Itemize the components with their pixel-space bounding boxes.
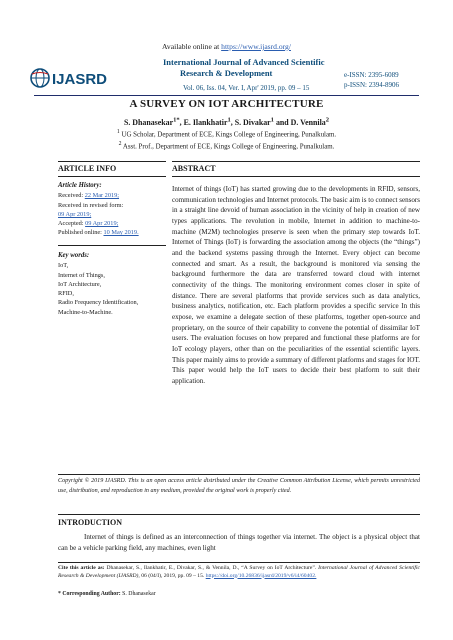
revised-label: Received in revised form: <box>58 201 124 209</box>
keyword-item: IoT Architecture, <box>58 280 102 288</box>
issn-block <box>344 70 399 90</box>
copyright-notice: Copyright © 2019 IJASRD. This is an open access article distributed under the Creative Common Attribution License, which permits unrestricted use, distribution, and reproduction in any medium, provided the original work is properly cited. <box>58 478 420 494</box>
author-list <box>0 116 453 127</box>
abstract-body: Internet of things (IoT) has started growing due to the developments in RFID, sensors, communication technologies and Internet protocols. The basic aim is to connect sensors in a straight line devoid of human association in the vicinity of help in creation of new types applications. The revolution in mobile, Internet in addition to machine-to-machine (M2M) technologies preserve is seen when the primary step towards IoT. Internet of Things (IoT) is forwarding the association among the objects (the “things”) and the backend systems passing through the Internet. Every object can become connected and smart. As a result, the background is monitored via sensing the background furthermore the data are transferred toward cloud with internet connectivity of the things. The monitoring environment comes closer in spite of distance. There are several platforms that provide services such as data analytics, business analytics, notification, etc. Each platform provides a specific service In this expose, we examine a delegate section of these platforms, together open-source and proprietary, on the source of their capability to convene the potential of dissimilar IoT users. The evaluation focuses on how prepared and functional these platforms are for IoT ecology players, other than on the peculiarities of the essential scientific layers. This paper mainly aims to provide a summary of different platforms and stages for IOT. This paper would help the IoT users to decide their best platform to suit their application. <box>172 185 420 385</box>
author-1: S. Dhanasekar$^{1*}$, <box>123 116 184 127</box>
keyword-item: Internet of Things, <box>58 271 105 279</box>
keyword-item: Radio Frequency Identification, <box>58 299 139 307</box>
received-date[interactable]: 22 Mar 2019; <box>84 192 120 200</box>
accepted-date[interactable]: 09 Apr 2019; <box>85 220 119 228</box>
journal-name-line1: International Journal of Advanced Scientific <box>163 57 325 67</box>
received-line: Received: 22 Mar 2019; <box>58 192 120 200</box>
revised-date[interactable]: 09 Apr 2019; <box>58 210 92 218</box>
abstract-bottom-rule <box>172 176 420 177</box>
article-info-top-rule <box>58 161 166 162</box>
pissn: p-ISSN: 2394-8906 <box>344 81 400 89</box>
keyword-item: IoT, <box>58 262 69 270</box>
abstract-top-rule <box>172 161 420 162</box>
history-divider <box>58 245 166 246</box>
affiliation-2: $^2$ Asst. Prof., Department of ECE, Kings College of Engineering, Punalkulam. <box>118 141 335 151</box>
abstract-heading: ABSTRACT <box>172 164 216 173</box>
article-history <box>58 181 166 238</box>
journal-website-link[interactable]: https://www.ijasrd.org/ <box>221 42 291 51</box>
keywords-block <box>58 251 166 317</box>
author-4: D. Vennila$^2$ <box>290 116 330 127</box>
availability-line <box>0 42 453 51</box>
introduction-body: Internet of things is defined as an interconnection of things together via internet. The object is a physical object that can be a vehicle parking field, any machines, even light <box>58 533 420 552</box>
keyword-item: Machine-to-Machine. <box>58 308 113 316</box>
footer-rule <box>58 562 420 563</box>
keyword-item: RFID, <box>58 290 74 298</box>
globe-icon <box>31 69 49 87</box>
header-rule <box>34 95 419 96</box>
article-info-heading: ARTICLE INFO <box>58 164 117 173</box>
author-2: E. Ilankhatir$^1$, <box>183 116 235 127</box>
accepted-line: Accepted: 09 Apr 2019; <box>58 220 119 228</box>
author-3: S. Divakar$^1$ and <box>234 116 291 127</box>
citation-block: Cite this article as: Dhanasekar, S., Ilankhatir, E., Divakar, S., & Vennila, D., “A Survey on IoT Architecture”. International Journal of Advanced Scientific Research & Development (IJASRD), 06 (04/I), 2019, pp. 09 – 15. https://doi.org/10.26836/ijasrd/2019/v6/i4/60402. <box>58 565 420 579</box>
paper-title: A SURVEY ON IOT ARCHITECTURE <box>129 98 324 110</box>
volume-line: Vol. 06, Iss. 04, Ver. I, Apr' 2019, pp. 09 – 15 <box>183 84 310 92</box>
article-info-bottom-rule <box>58 176 166 177</box>
introduction-top-rule <box>58 514 420 515</box>
eissn: e-ISSN: 2395-6089 <box>344 71 399 79</box>
journal-name <box>163 57 325 79</box>
doi-link[interactable]: https://doi.org/10.26836/ijasrd/2019/v6/i4/60402. <box>205 572 317 579</box>
article-history-heading: Article History: <box>58 182 102 189</box>
availability-prefix: Available online at <box>162 42 222 51</box>
journal-name-line2: Research & Development <box>180 68 273 78</box>
keywords-heading: Key words: <box>58 252 90 259</box>
logo-text: IJASRD <box>52 71 108 88</box>
journal-logo <box>30 66 134 90</box>
introduction-heading: INTRODUCTION <box>58 518 123 527</box>
affiliation-1: $^1$ UG Scholar, Department of ECE, Kings College of Engineering, Punalkulam. <box>116 129 337 139</box>
citation-label: Cite this article as: <box>58 565 107 571</box>
published-date[interactable]: 10 May 2019. <box>103 229 139 237</box>
abstract-end-rule <box>58 474 420 475</box>
published-line: Published online: 10 May 2019. <box>58 229 139 237</box>
corresponding-author: * Corresponding Author: S. Dhanasekar <box>58 591 156 597</box>
